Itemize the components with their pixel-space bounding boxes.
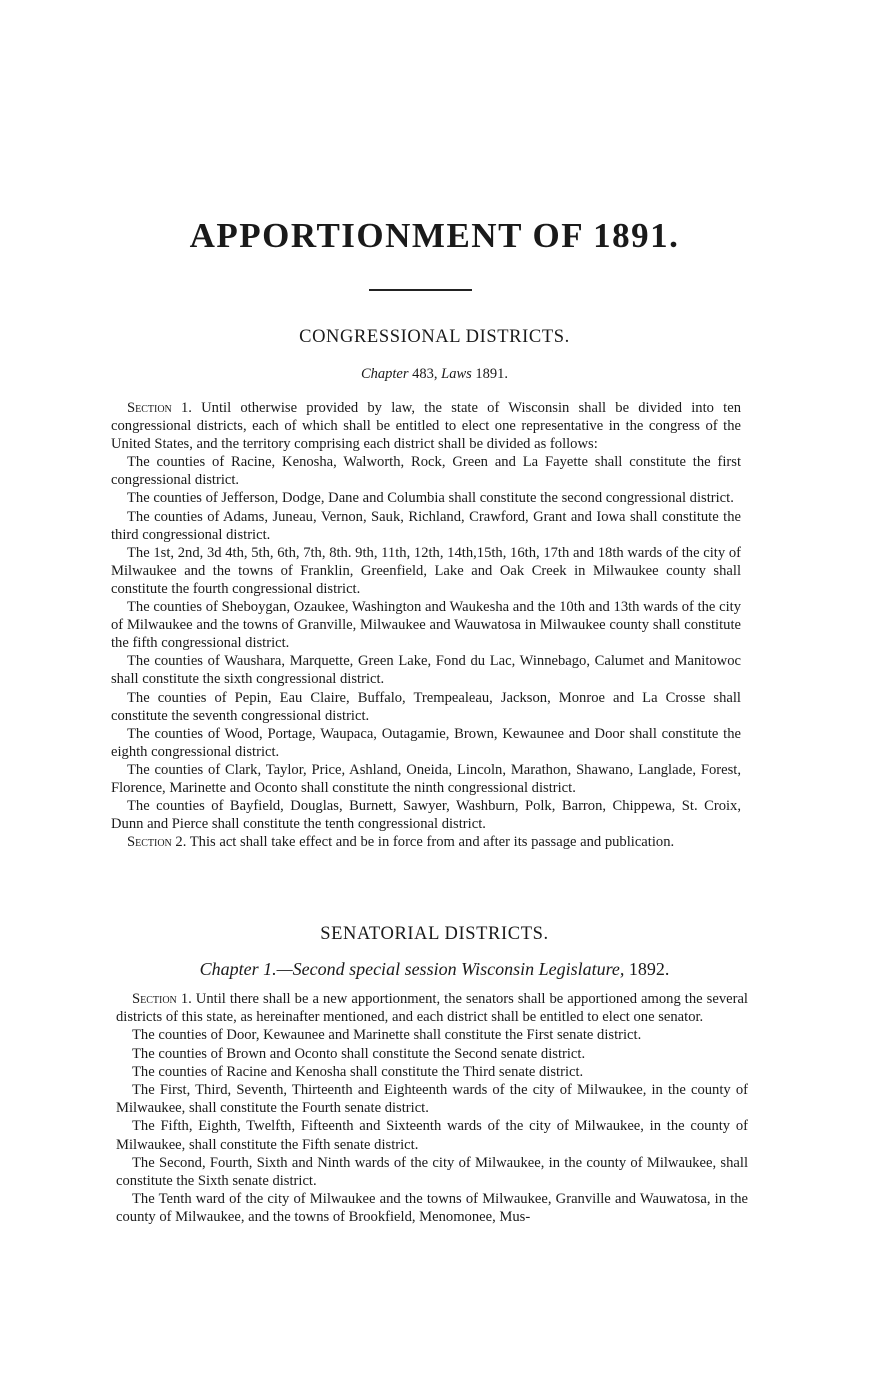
senatorial-chapter-text: Chapter 1.—Second special session Wisconsin Legislature, bbox=[199, 959, 625, 979]
senatorial-chapter-citation bbox=[0, 959, 869, 980]
laws-year: 1891. bbox=[471, 366, 509, 382]
senatorial-section-1 bbox=[116, 990, 748, 1026]
congressional-chapter-citation bbox=[0, 366, 869, 383]
senate-district-paragraph: The Second, Fourth, Sixth and Ninth wards of the city of Milwaukee, in the county of Milwaukee, shall constitute the Sixth senate district. bbox=[116, 1154, 748, 1190]
chapter-word: Chapter bbox=[360, 366, 409, 382]
district-paragraph: The counties of Clark, Taylor, Price, Ashland, Oneida, Lincoln, Marathon, Shawano, Langlade, Forest, Florence, Marinette and Oconto shall constitute the ninth congressional district. bbox=[111, 761, 741, 796]
page-title: APPORTIONMENT OF 1891. bbox=[189, 216, 680, 255]
district-paragraph: The counties of Sheboygan, Ozaukee, Washington and Waukesha and the 10th and 13th wards of the city of Milwaukee and the towns of Granville, Milwaukee and Wauwatosa in Milwaukee county shall constitute the fifth congressional district. bbox=[111, 599, 741, 652]
congressional-section-2 bbox=[111, 833, 741, 851]
chapter-number: 483, bbox=[408, 366, 442, 382]
congressional-text bbox=[111, 399, 741, 851]
senatorial-text bbox=[116, 990, 748, 1227]
district-paragraph: The counties of Wood, Portage, Waupaca, Outagamie, Brown, Kewaunee and Door shall constitute the eighth congressional district. bbox=[111, 725, 741, 760]
district-paragraph: The counties of Jefferson, Dodge, Dane and Columbia shall constitute the second congressional district. bbox=[127, 490, 734, 507]
district-paragraph: The counties of Racine, Kenosha, Walworth, Rock, Green and La Fayette shall constitute the first congressional district. bbox=[111, 454, 741, 489]
section-label: Section 2. bbox=[127, 834, 187, 851]
senate-district-paragraph: The counties of Racine and Kenosha shall constitute the Third senate district. bbox=[132, 1063, 584, 1080]
district-paragraph: The counties of Pepin, Eau Claire, Buffalo, Trempealeau, Jackson, Monroe and La Crosse shall constitute the seventh congressional district. bbox=[111, 689, 741, 724]
district-paragraph: The counties of Adams, Juneau, Vernon, Sauk, Richland, Crawford, Grant and Iowa shall constitute the third congressional district. bbox=[111, 508, 741, 543]
laws-word: Laws bbox=[441, 366, 472, 382]
title-divider bbox=[369, 289, 472, 291]
senate-district-paragraph: The Fifth, Eighth, Twelfth, Fifteenth and Sixteenth wards of the city of Milwaukee, in the county of Milwaukee, shall constitute the Fifth senate district. bbox=[116, 1118, 748, 1153]
senate-district-paragraph: The First, Third, Seventh, Thirteenth and Eighteenth wards of the city of Milwaukee, in the county of Milwaukee, shall constitute the Fourth senate district. bbox=[116, 1082, 748, 1117]
senate-district-paragraph: The counties of Door, Kewaunee and Marinette shall constitute the First senate district. bbox=[132, 1027, 642, 1044]
section-label: Section 1. bbox=[132, 991, 192, 1007]
senatorial-heading: SENATORIAL DISTRICTS. bbox=[320, 924, 549, 944]
district-paragraph: The counties of Waushara, Marquette, Green Lake, Fond du Lac, Winnebago, Calumet and Manitowoc shall constitute the sixth congressional district. bbox=[111, 653, 741, 688]
senate-district-paragraph: The Tenth ward of the city of Milwaukee and the towns of Milwaukee, Granville and Wauwatosa, in the county of Milwaukee, and the towns of Brookfield, Menomonee, Mus- bbox=[116, 1191, 748, 1226]
congressional-heading: CONGRESSIONAL DISTRICTS. bbox=[299, 327, 570, 347]
congressional-section-1 bbox=[111, 399, 741, 453]
section-text: This act shall take effect and be in force from and after its passage and publication. bbox=[186, 834, 675, 851]
section-label: Section 1. bbox=[127, 400, 192, 416]
section-text: Until otherwise provided by law, the state of Wisconsin shall be divided into ten congressional districts, each of which shall be entitled to elect one representative in the congress of the United States, and the territory comprising each district shall be divided as follows: bbox=[111, 400, 741, 453]
district-paragraph: The 1st, 2nd, 3d 4th, 5th, 6th, 7th, 8th. 9th, 11th, 12th, 14th,15th, 16th, 17th and 18th wards of the city of Milwaukee and the towns of Franklin, Greenfield, Lake and Oak Creek in Milwaukee county shall constitute the fourth congressional district. bbox=[111, 544, 741, 597]
senatorial-chapter-year: 1892. bbox=[624, 959, 670, 979]
section-text: Until there shall be a new apportionment, the senators shall be apportioned among the several districts of this state, as hereinafter mentioned, and each district shall be entitled to elect one senator. bbox=[116, 991, 748, 1026]
district-paragraph: The counties of Bayfield, Douglas, Burnett, Sawyer, Washburn, Polk, Barron, Chippewa, St. Croix, Dunn and Pierce shall constitute the tenth congressional district. bbox=[111, 798, 741, 833]
senate-district-paragraph: The counties of Brown and Oconto shall constitute the Second senate district. bbox=[132, 1045, 586, 1062]
